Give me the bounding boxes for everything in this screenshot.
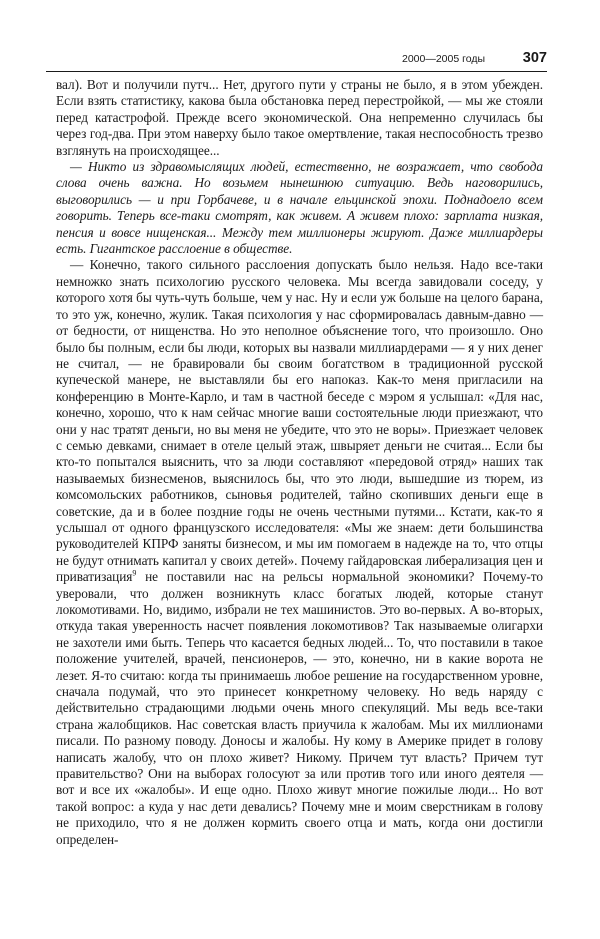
answer-text-part-2: не поставили нас на рельсы нормальной экономики? Почему-то уверовали, что должен возникнуть класс богатых людей, которые станут локомотивами. Но, видимо, избрали не тех машинистов. Это во-первых. А во-вторых, откуда такая уверенность насчет появления локомотивов? Так называемые олигархи не захотели ими быть. Теперь что касается бедных людей... То, что поставили в такое положение учителей, врачей, пенсионеров, — это, конечно, ни в какие ворота не лезет. Я-то считаю: когда ты принимаешь любое решение на государственном уровне, сначала подумай, что это принесет конкретному человеку. Но ведь наряду с действительно страдающими людьми очень много спекуляций. Мы ведь все-таки страна жалобщиков. Нас советская власть приучила к жалобам. Мы их миллионами писали. По разному поводу. Доносы и жалобы. Ну кому в Америке придет в голову написать жалобу, что он плохо живет? Никому. Причем тут власть? Причем тут правительство? Они на выборах голосуют за или против того или иного деятеля — вот и все их «жалобы». И еще одно. Плохо живут многие пожилые люди... Но вот такой вопрос: а куда у нас дети девались? Почему мне и моим сверстникам в голову не приходило, что я не должен кормить своего отца и мать, когда они достигли определен- <box>56 569 543 847</box>
answer-paragraph <box>56 257 543 848</box>
running-title: 2000—2005 годы <box>401 53 485 65</box>
answer-text-part-1: — Конечно, такого сильного расслоения допускать было нельзя. Надо все-таки немножко знать психологию русского человека. Мы всегда завидовали соседу, у которого хотя бы чуть-чуть больше, чем у нас. Ну и если уж больше на целого барана, то это уж, конечно, жулик. Такая психология у нас сформировалась давным-давно — от бедности, от нищенства. Но это неполное объяснение того, что произошло. Оно было бы полным, если бы люди, которых вы назвали миллиардерами — я у них денег не считал, — не бравировали бы своим богатством в традиционной русской купеческой манере, не выставляли бы его напоказ. Как-то меня пригласили на конференцию в Монте-Карло, и там в частной беседе с мэром я услышал: «Для нас, конечно, хорошо, что к нам сейчас многие ваши состоятельные люди приезжают, что они у нас тратят деньги, но вы меня не убедите, что это не воры». Приезжает человек с семью девками, снимает в отеле целый этаж, швыряет деньги не считая... Если бы кто-то попытался выяснить, что за люди составляют «передовой отряд» наших так называемых бизнесменов, выяснилось бы, что это люди, вышедшие из тюрем, из комсомольских работников, сыновья родителей, тайно скопивших деньги еще в советские, да и в более поздние годы не очень честными путями... Кстати, как-то я услышал от одного французского исследователя: «Мы же знаем: дети большинства руководителей КПРФ заняты бизнесом, и мы им помогаем в надежде на то, что отцы не будут отнимать капитал у своих детей». Почему гайдаровская либерализация цен и приватизация <box>56 257 543 585</box>
header-rule <box>46 71 547 72</box>
page-header <box>46 50 547 70</box>
interviewer-question: — Никто из здравомыслящих людей, естественно, не возражает, что свобода слова очень важна. Но возьмем нынешнюю ситуацию. Ведь наговорились, выговорились — и при Горбачеве, и в начале ельцинской эпохи. Поднадоело всем говорить. Теперь все-таки смотрят, как живем. А живем плохо: зарплата низкая, пенсия и вовсе нищенская... Между тем миллионеры жируют. Даже миллиардеры есть. Гигантское расслоение в обществе. <box>56 159 543 257</box>
footnote-marker: 9 <box>132 568 137 578</box>
body-text <box>56 77 543 848</box>
page-number: 307 <box>522 50 547 66</box>
paragraph-continuation: вал). Вот и получили путч... Нет, другого пути у страны не было, я в этом убежден. Если взять статистику, какова была обстановка перед перестройкой, — мы же стояли перед катастрофой. Прежде всего экономической. Она непременно случилась бы через год-два. При этом наверху было такое омертвление, такая неспособность трезво взглянуть на происходящее... <box>56 77 543 158</box>
